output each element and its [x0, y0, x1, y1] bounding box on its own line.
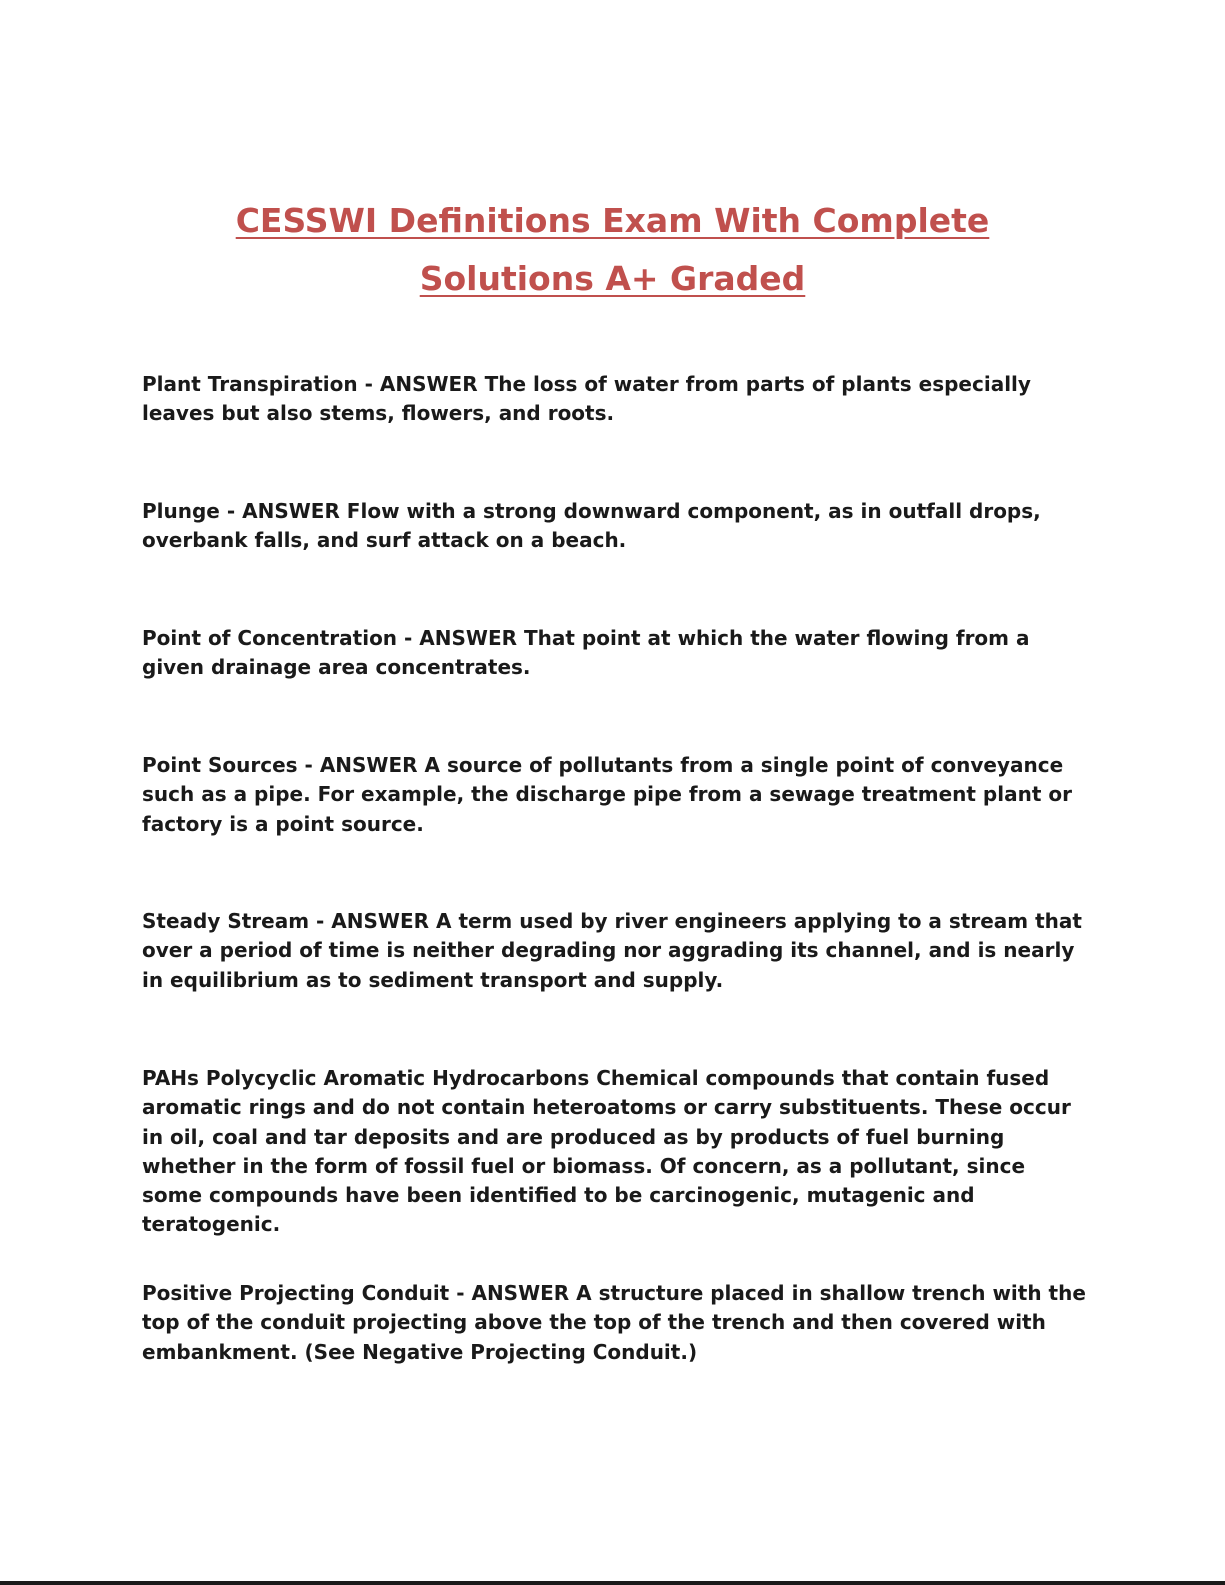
- page-bottom-border: [0, 1581, 1225, 1585]
- definition-entry-steady-stream: Steady Stream - ANSWER A term used by river engineers applying to a stream that over a period of time is neither degrading nor aggrading its channel, and is nearly in equilibrium as to sediment transport and supply.: [142, 909, 1082, 992]
- definition-entry-plunge: Plunge - ANSWER Flow with a strong downward component, as in outfall drops, overbank falls, and surf attack on a beach.: [142, 499, 1041, 553]
- document-title: [100, 192, 1125, 308]
- definition-entry-point-of-concentration: Point of Concentration - ANSWER That point at which the water flowing from a given drainage area concentrates.: [142, 626, 1030, 680]
- document-title-line-2: Solutions A+ Graded: [419, 259, 806, 298]
- definition-entry-pahs: PAHs Polycyclic Aromatic Hydrocarbons Chemical compounds that contain fused aromatic rings and do not contain heteroatoms or carry substituents. These occur in oil, coal and tar deposits and are produced as by products of fuel burning whether in the form of fossil fuel or biomass. Of concern, as a pollutant, since some compounds have been identified to be carcinogenic, mutagenic and teratogenic.: [142, 1066, 1071, 1237]
- document-title-line-1: CESSWI Definitions Exam With Complete: [235, 201, 990, 240]
- definition-entry-positive-projecting-conduit: Positive Projecting Conduit - ANSWER A structure placed in shallow trench with the top of the conduit projecting above the top of the trench and then covered with embankment. (See Negative Projecting Conduit.): [142, 1281, 1086, 1364]
- definition-entry-point-sources: Point Sources - ANSWER A source of pollutants from a single point of conveyance such as a pipe. For example, the discharge pipe from a sewage treatment plant or factory is a point source.: [142, 753, 1072, 836]
- definition-entry-plant-transpiration: Plant Transpiration - ANSWER The loss of water from parts of plants especially leaves but also stems, flowers, and roots.: [142, 372, 1031, 426]
